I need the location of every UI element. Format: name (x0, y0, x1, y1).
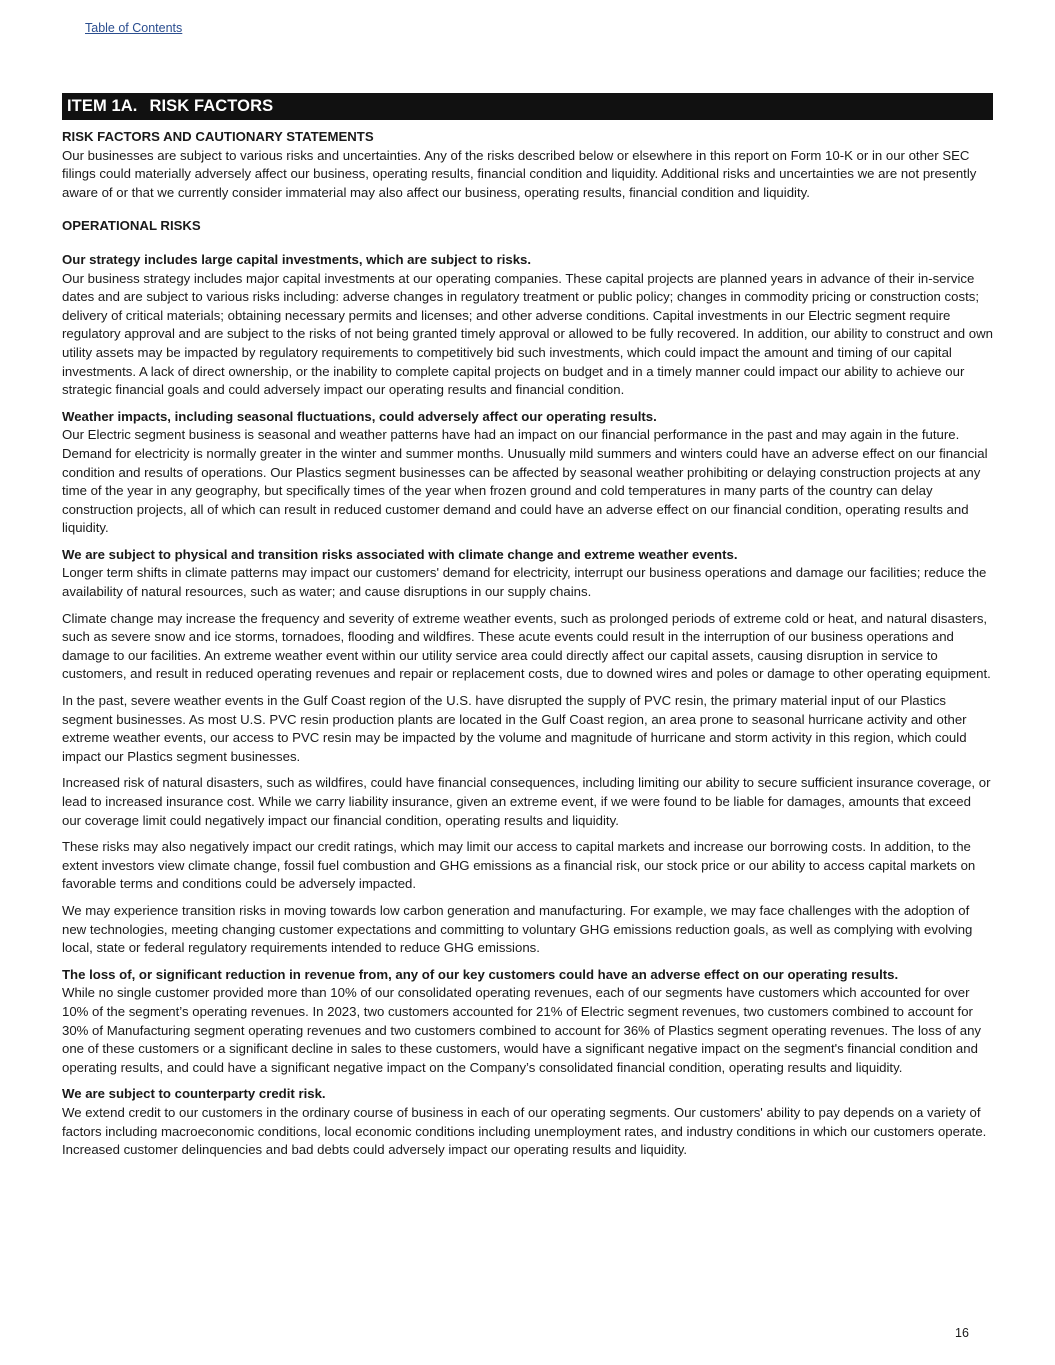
section-title: RISK FACTORS (149, 97, 274, 115)
operational-risks-heading: OPERATIONAL RISKS (62, 218, 201, 234)
risk-heading: The loss of, or significant reduction in revenue from, any of our key customers could have an adverse effect on our operating results. (62, 966, 899, 982)
risk-counterparty-credit (62, 1085, 993, 1159)
climate-paragraph-2: Climate change may increase the frequency and severity of extreme weather events, such as prolonged periods of extreme cold or heat, and natural disasters, such as severe snow and ice storms, tornadoes, flooding and wildfires. These acute events could result in the interruption of our business operations and damage to our facilities. An extreme weather event within our utility service area could directly affect our capital assets, causing disruption in service to customers, and result in reduced operating revenues and repair or replacement costs, due to downed wires and poles or damage to other operating equipment. (62, 610, 991, 682)
risk-weather (62, 408, 993, 538)
intro-heading: RISK FACTORS AND CAUTIONARY STATEMENTS (62, 129, 374, 144)
intro-text: Our businesses are subject to various risks and uncertainties. Any of the risks described below or elsewhere in this report on Form 10-K or in our other SEC filings could materially adversely affect our business, operating results, financial condition and liquidity. Additional risks and uncertainties we are not presently aware of or that we currently consider immaterial may also affect our business, operating results, financial condition and liquidity. (62, 147, 977, 200)
page-number: 16 (955, 1326, 969, 1340)
climate-paragraph-5: These risks may also negatively impact our credit ratings, which may limit our access to capital markets and increase our borrowing costs. In addition, to the extent investors view climate change, fossil fuel combustion and GHG emissions as a financial risk, our stock price or our ability to access capital markets on favorable terms and conditions could be adversely impacted. (62, 839, 976, 892)
risk-heading: Our strategy includes large capital investments, which are subject to risks. (62, 251, 532, 267)
table-of-contents-link[interactable]: Table of Contents (85, 21, 183, 35)
risk-text: Longer term shifts in climate patterns may impact our customers' demand for electricity, interrupt our business operations and damage our facilities; reduce the availability of natural resources, such as water; and cause disruptions in our supply chains. (62, 565, 987, 600)
section-header (62, 93, 993, 120)
risk-text: While no single customer provided more than 10% of our consolidated operating revenues, each of our segments have customers which accounted for over 10% of the segment’s operating revenues. In 2023, two customers accounted for 21% of Electric segment revenues, two customers combined to account for 30% of Manufacturing segment operating revenues and two customers combined to account for 36% of Plastics segment operating revenues. The loss of any one of these customers or a significant decline in sales to these customers, would have a significant negative impact on the segment's financial condition and operating results, and could have a significant negative impact on the Company’s consolidated financial condition, operating results and liquidity. (62, 985, 982, 1075)
risk-text: Our Electric segment business is seasonal and weather patterns have had an impact on our financial performance in the past and may again in the future. Demand for electricity is normally greater in the winter and summer months. Unusually mild summers and winters could have an adverse effect on our financial condition and results of operations. Our Plastics segment businesses can be affected by seasonal weather prohibiting or delaying construction projects at any time of the year in any geography, but specifically times of the year when frozen ground and cold temperatures in many parts of the country can delay construction projects, all of which can result in reduced customer demand and could have an adverse effect on our financial condition, operating results and liquidity. (62, 427, 988, 536)
risk-climate (62, 546, 993, 602)
section-number: ITEM 1A. (67, 97, 138, 115)
intro-block (62, 128, 993, 202)
climate-paragraph-6: We may experience transition risks in moving towards low carbon generation and manufacturing. For example, we may face challenges with the adoption of new technologies, meeting changing customer expectations and committing to voluntary GHG emissions reduction goals, as well as complying with evolving local, state or federal regulatory requirements intended to reduce GHG emissions. (62, 902, 973, 956)
risk-heading: We are subject to counterparty credit risk. (62, 1086, 326, 1102)
risk-capital-investments (62, 251, 993, 400)
document-body (62, 93, 993, 1160)
climate-paragraph-4: Increased risk of natural disasters, such as wildfires, could have financial consequences, including limiting our ability to secure sufficient insurance coverage, or lead to increased insurance cost. While we carry liability insurance, given an extreme event, if we were found to be liable for damages, amounts that exceed our coverage limit could negatively impact our financial condition, operating results and liquidity. (62, 775, 991, 828)
risk-heading: Weather impacts, including seasonal fluctuations, could adversely affect our operating results. (62, 408, 657, 424)
climate-paragraph-3: In the past, severe weather events in the Gulf Coast region of the U.S. have disrupted the supply of PVC resin, the primary material input of our Plastics segment businesses. As most U.S. PVC resin production plants are located in the Gulf Coast region, an area prone to seasonal hurricane activity and other extreme weather events, our access to PVC resin may be impacted by the volume and magnitude of hurricane and storm activity in this region, which could impact our Plastics segment businesses. (62, 693, 967, 764)
risk-text: Our business strategy includes major capital investments at our operating companies. These capital projects are planned years in advance of their in-service dates and are subject to various risks including: adverse changes in regulatory treatment or public policy; changes in commodity pricing or construction costs; delivery of critical materials; obtaining necessary permits and licenses; and other adverse conditions. Capital investments in our Electric segment require regulatory approval and are subject to the risks of not being granted timely approval or allowed to be fully recovered. In addition, our ability to construct and own utility assets may be impacted by regulatory requirements to competitively bid such investments, which could impact the amount and timing of our capital investments. A lack of direct ownership, or the inability to complete capital projects on budget and in a timely manner could impact our ability to achieve our strategic financial goals and could adversely impact our operating results and financial condition. (62, 270, 993, 398)
risk-text: We extend credit to our customers in the ordinary course of business in each of our operating segments. Our customers' ability to pay depends on a variety of factors including macroeconomic conditions, local economic conditions including unemployment rates, and industry conditions in which our customers operate. Increased customer delinquencies and bad debts could adversely impact our operating results and liquidity. (62, 1104, 987, 1158)
risk-key-customers (62, 966, 993, 1078)
risk-heading: We are subject to physical and transition risks associated with climate change and extreme weather events. (62, 546, 738, 562)
